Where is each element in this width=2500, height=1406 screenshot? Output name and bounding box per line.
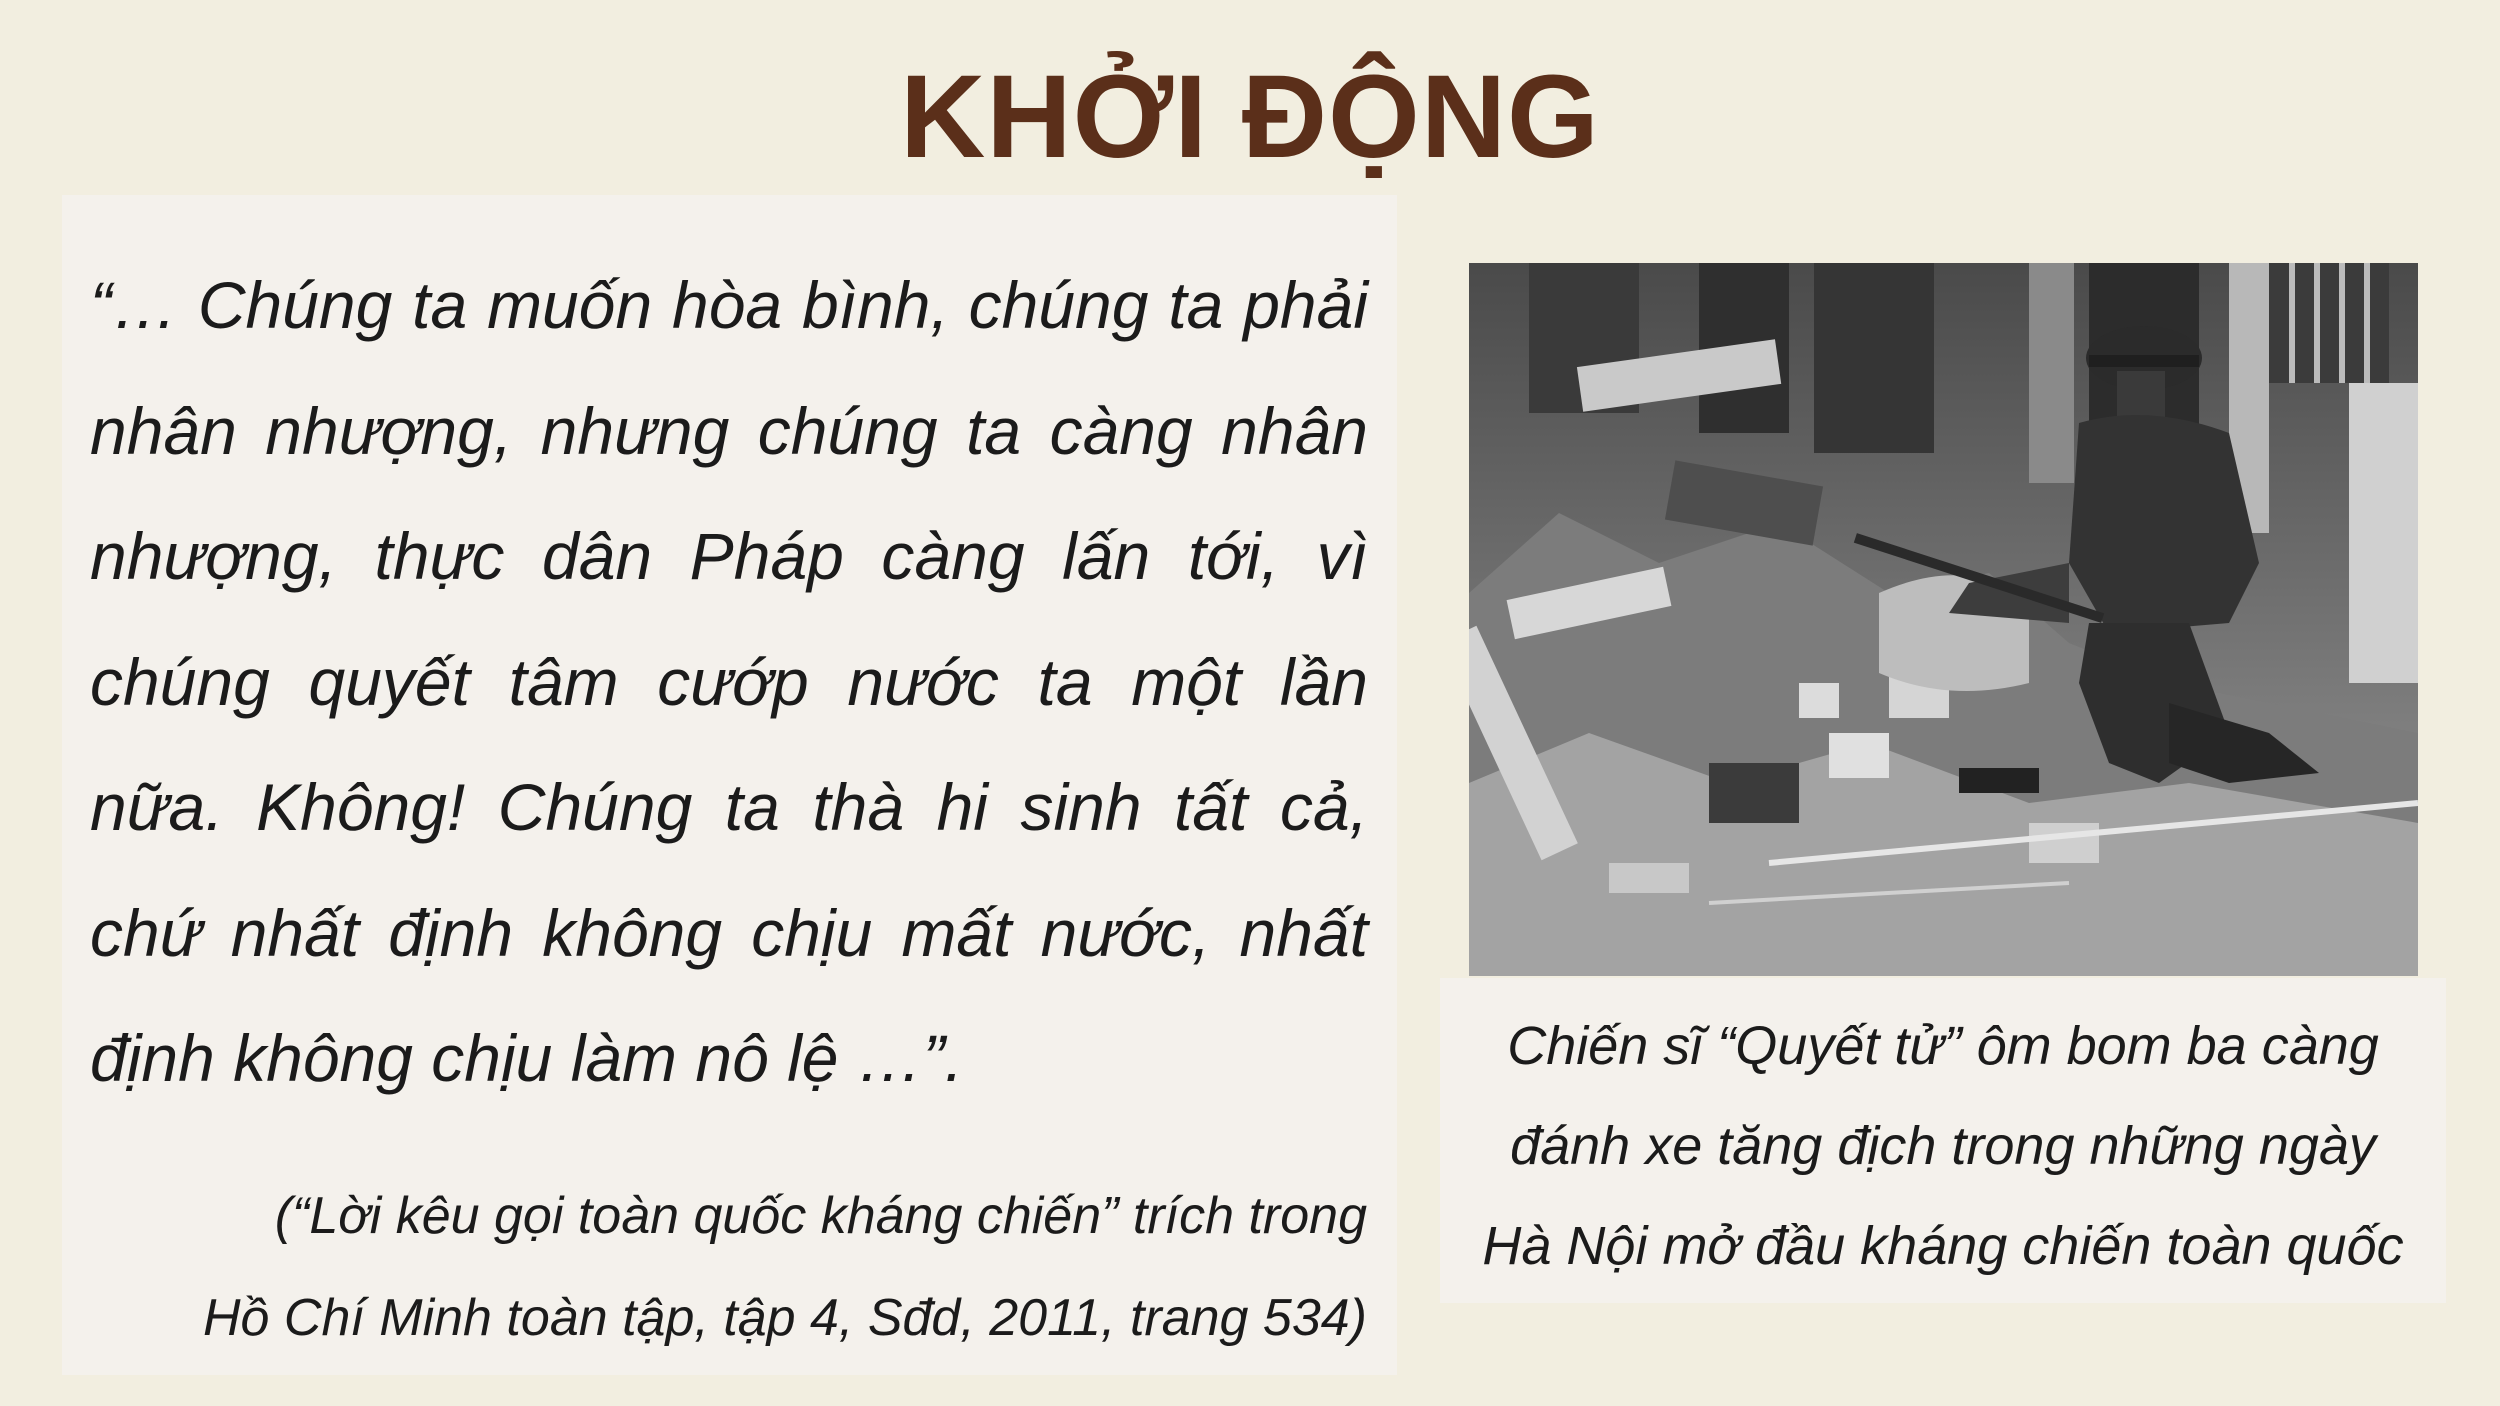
quote-source-line-2: Hồ Chí Minh toàn tập, tập 4, Sđd, 2011, trang 534) bbox=[202, 1289, 1367, 1347]
soldier-in-rubble-image bbox=[1469, 263, 2418, 976]
photo-caption-panel bbox=[1440, 978, 2446, 1303]
quote-source bbox=[107, 1165, 1367, 1369]
quote-text: “… Chúng ta muốn hòa bình, chúng ta phải nhân nhượng, nhưng chúng ta càng nhân nhượng, thực dân Pháp càng lấn tới, vì chúng quyết tâm cướp nước ta một lần nữa. Không! Chúng ta thà hi sinh tất cả, chứ nhất định không chịu mất nước, nhất định không chịu làm nô lệ …”. bbox=[90, 268, 1368, 1095]
quote-panel bbox=[62, 195, 1397, 1375]
page-title: KHỞI ĐỘNG bbox=[900, 51, 1600, 183]
quote-source-line-1: (“Lời kêu gọi toàn quốc kháng chiến” trích trong bbox=[274, 1187, 1367, 1245]
photo-caption-line-2: đánh xe tăng địch trong những ngày bbox=[1510, 1116, 2376, 1176]
photo-caption bbox=[1440, 996, 2446, 1296]
photo-caption-line-1: Chiến sĩ “Quyết tử” ôm bom ba càng bbox=[1507, 1016, 2379, 1076]
historical-photo bbox=[1469, 263, 2418, 976]
photo-caption-line-3: Hà Nội mở đầu kháng chiến toàn quốc bbox=[1482, 1216, 2404, 1276]
